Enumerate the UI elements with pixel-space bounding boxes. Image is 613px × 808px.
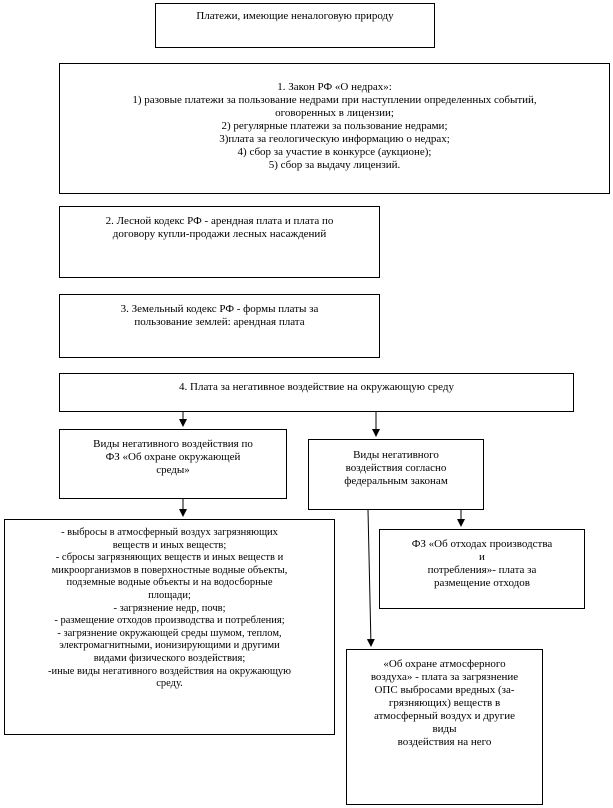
- land-code-line: пользование землей: арендная плата: [134, 316, 305, 328]
- title-text: Платежи, имеющие неналоговую природу: [196, 10, 394, 22]
- law-nedra-line: 1) разовые платежи за пользование недрами при наступлении определенных событий,: [132, 94, 537, 106]
- types-federal-laws-line: Виды негативного: [353, 449, 439, 461]
- fz-air-box: [346, 649, 543, 805]
- fz-air-line: «Об охране атмосферного: [383, 658, 506, 670]
- types-federal-laws-line: федеральным законам: [344, 475, 448, 487]
- impacts-list-line: электромагнитными, ионизирующими и другими: [59, 640, 280, 652]
- forest-code-line: договору купли-продажи лесных насаждений: [112, 228, 327, 240]
- types-federal-laws-box: [308, 439, 484, 510]
- fz-waste-line: потребления»- плата за: [427, 564, 537, 576]
- fz-air-line: атмосферный воздух и другие: [373, 710, 516, 722]
- impacts-list-line: - сбросы загрязняющих веществ и иных веществ и: [55, 552, 284, 564]
- impacts-list-line: видами физического воздействия;: [93, 652, 246, 664]
- law-nedra-line: 5) сбор за выдачу лицензий.: [268, 159, 401, 171]
- negative-impact-line: 4. Плата за негативное воздействие на окружающую среду: [179, 381, 454, 393]
- impacts-list-line: подземные водные объекты и на водосборные: [66, 577, 273, 589]
- fz-waste-box: [379, 529, 585, 609]
- impacts-list-line: веществ и иных веществ;: [112, 539, 227, 551]
- fz-air-line: виды: [432, 723, 457, 735]
- fz-air-line: воздуха» - плата за загрязнение: [370, 671, 519, 683]
- law-nedra-line: 1. Закон РФ «О недрах»:: [277, 81, 392, 93]
- fz-air-line: ОПС выбросами вредных (за-: [374, 684, 515, 696]
- law-nedra-line: 2) регулярные платежи за пользование недрами;: [221, 120, 448, 132]
- forest-code-box: [59, 206, 380, 278]
- law-nedra-line: 3)плата за геологическую информацию о недрах;: [219, 133, 450, 145]
- impacts-list-line: микроорганизмов в поверхностные водные объекты,: [51, 564, 288, 576]
- impacts-list-box: [4, 519, 335, 735]
- types-fz-env-line: Виды негативного воздействия по: [93, 438, 253, 450]
- impacts-list-line: - загрязнение недр, почв;: [113, 602, 226, 614]
- title-box: [155, 3, 435, 48]
- types-federal-laws-line: воздействия согласно: [345, 462, 447, 474]
- types-fz-env-line: ФЗ «Об охране окружающей: [105, 451, 241, 463]
- law-nedra-box: [59, 63, 610, 194]
- negative-impact-box: [59, 373, 574, 412]
- law-nedra-line: 4) сбор за участие в конкурсе (аукционе);: [237, 146, 432, 158]
- impacts-list-line: - загрязнение окружающей среды шумом, теплом,: [57, 627, 282, 639]
- impacts-list-line: среду.: [156, 678, 183, 690]
- law-nedra-line: оговоренных в лицензии;: [275, 107, 394, 119]
- types-fz-env-line: среды»: [156, 464, 190, 476]
- fz-waste-line: размещение отходов: [434, 577, 530, 589]
- impacts-list-line: -иные виды негативного воздействия на окружающую: [47, 665, 292, 677]
- types-fz-env-box: [59, 429, 287, 499]
- fz-waste-line: ФЗ «Об отходах производства: [411, 538, 553, 550]
- fz-waste-line: и: [479, 551, 485, 563]
- land-code-line: 3. Земельный кодекс РФ - формы платы за: [120, 303, 319, 315]
- fz-air-line: воздействия на него: [397, 736, 492, 748]
- impacts-list-line: - выбросы в атмосферный воздух загрязняющих: [61, 527, 278, 538]
- forest-code-line: 2. Лесной кодекс РФ - арендная плата и плата по: [105, 215, 334, 227]
- fz-air-line: грязняющих) веществ в: [388, 697, 501, 709]
- impacts-list-line: площади;: [148, 589, 191, 601]
- land-code-box: [59, 294, 380, 358]
- impacts-list-line: - размещение отходов производства и потребления;: [54, 615, 285, 627]
- arrow-to-fz-air: [368, 510, 371, 646]
